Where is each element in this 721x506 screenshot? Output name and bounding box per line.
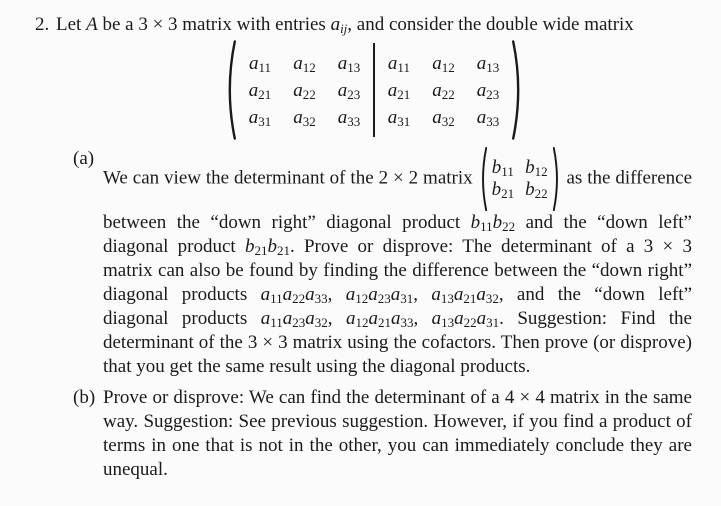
matrix-cell: $a_{31}$ <box>248 106 272 129</box>
problem-intro: Let A be a 3 × 3 matrix with entries $a_{ij}$, and consider the double wide matrix <box>56 14 634 36</box>
matrix-cell: $a_{12}$ <box>432 52 455 75</box>
matrix-cell: $a_{33}$ <box>476 106 500 129</box>
matrix-cell: $b_{12}$ <box>525 157 548 179</box>
double-wide-matrix <box>222 40 526 140</box>
part-a <box>56 147 692 379</box>
paren-left <box>478 147 487 211</box>
matrix-cell: $a_{33}$ <box>337 106 361 129</box>
subparts-list <box>56 147 692 482</box>
math-problem <box>35 13 692 482</box>
problem-item-2 <box>35 13 692 482</box>
part-b-label: (b) <box>73 387 96 409</box>
matrix-cell: $a_{21}$ <box>248 79 272 102</box>
part-a-text-before: We can view the determinant of the 2 × 2 matrix <box>103 167 478 189</box>
paren-right <box>512 40 526 140</box>
paren-left <box>222 40 236 140</box>
matrix-cell: $a_{22}$ <box>432 79 455 102</box>
part-b-text: Prove or disprove: We can find the determinant of a 4 × 4 matrix in the same way. Suggestion: See previous suggestion. However, if you find a product of terms in one that is not in the other, you can immediately conclude they are unequal. <box>103 387 692 481</box>
matrix-cell: $b_{11}$ <box>491 157 514 179</box>
matrix-cell: $a_{32}$ <box>432 106 455 129</box>
double-wide-matrix-display <box>56 40 692 140</box>
matrix-cell: $a_{23}$ <box>337 79 361 102</box>
matrix-cell: $a_{21}$ <box>387 79 411 102</box>
matrix-cell: $a_{22}$ <box>293 79 316 102</box>
part-a-label: (a) <box>73 148 95 169</box>
matrix-cell: $b_{22}$ <box>525 179 548 201</box>
matrix-cell: $a_{32}$ <box>293 106 316 129</box>
matrix-cell: $a_{13}$ <box>476 52 500 75</box>
part-b <box>56 386 692 482</box>
matrix-cell: $b_{21}$ <box>491 179 515 201</box>
part-a-text-after: as the difference between the “down right” diagonal product $b_{11}b_{22}$ and the “down left” diagonal product $b_{21}b_{21}$. Prove or disprove: The determinant of a 3 × 3 matrix can also be found by finding the difference between the “down right” diagonal products $a_{11}a_{22}a_{33}$, $a_{12}a_{23}a_{31}$, $a_{13}a_{21}a_{32}$, and the “down left” diagonal products $a_{11}a_{23}a_{32}$, $a_{12}a_{21}a_{33}$, $a_{13}a_{22}a_{31}$. Suggestion: Find the determinant of the 3 × 3 matrix using the cofactors. Then prove (or disprove) that you get the same result using the diagonal products. <box>103 167 693 378</box>
matrix-cell: $a_{11}$ <box>249 52 272 75</box>
matrix-cell: $a_{11}$ <box>387 52 410 75</box>
part-a-text <box>103 147 692 379</box>
matrix-cell: $a_{13}$ <box>337 52 361 75</box>
paren-right <box>553 147 562 211</box>
matrix-cell: $a_{23}$ <box>476 79 500 102</box>
inline-2x2-matrix <box>478 147 562 211</box>
problem-number: 2. <box>35 14 50 35</box>
matrix-cell: $a_{31}$ <box>387 106 411 129</box>
matrix-cell: $a_{12}$ <box>293 52 316 75</box>
problem-content <box>56 13 692 482</box>
